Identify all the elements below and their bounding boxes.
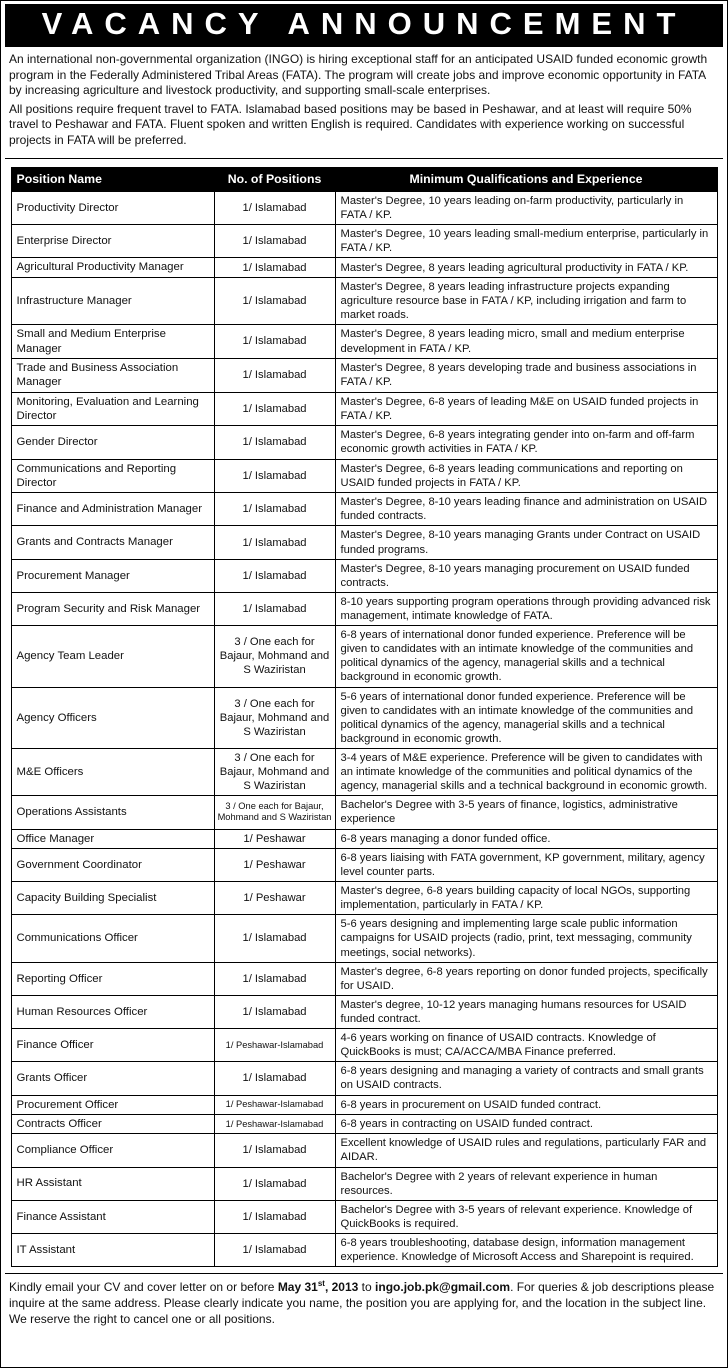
table-row [11,1114,717,1133]
page-title: VACANCY ANNOUNCEMENT [5,4,723,47]
qualifications-cell: Master's Degree, 6-8 years integrating gender into on-farm and off-farm economic growth activities in FATA / KP. [335,426,717,459]
qualifications-cell: 6-8 years in procurement on USAID funded contract. [335,1095,717,1114]
positions-count-cell: 1/ Peshawar-Islamabad [214,1114,335,1133]
positions-count-cell: 1/ Peshawar-Islamabad [214,1095,335,1114]
position-cell: Monitoring, Evaluation and Learning Director [11,392,214,426]
qualifications-cell: 8-10 years supporting program operations through providing advanced risk management, intimate knowledge of FATA. [335,592,717,625]
positions-count-cell: 1/ Islamabad [214,392,335,426]
qualifications-cell: 5-6 years of international donor funded experience. Preference will be given to candidates with an intimate knowledge of the communities and political dynamics of the agency, managerial skills and a technical background in economic growth. [335,687,717,748]
positions-count-cell: 1/ Peshawar [214,829,335,848]
table-row [11,392,717,426]
qualifications-cell: 6-8 years of international donor funded experience. Preference will be given to candidates with an intimate knowledge of the communities and political dynamics of the agency, managerial skills and a technical background in economic growth. [335,626,717,687]
deadline-date-main: May 31 [277,1280,318,1295]
position-cell: M&E Officers [11,749,214,796]
table-row [11,258,717,277]
positions-count-cell: 1/ Islamabad [214,915,335,962]
footer-text-mid: to [358,1280,376,1295]
table-row [11,1062,717,1095]
footer-text-lead: Kindly email your CV and cover letter on or before [9,1280,278,1295]
table-row [11,559,717,592]
positions-count-cell: 1/ Islamabad [214,493,335,526]
qualifications-cell: 5-6 years designing and implementing large scale public information campaigns for USAID projects (radio, print, text messaging, community meetings, social networks). [335,915,717,962]
qualifications-cell: Master's Degree, 10 years leading small-medium enterprise, particularly in FATA / KP. [335,225,717,258]
footer-section [5,1273,723,1331]
position-cell: Grants and Contracts Manager [11,526,214,559]
position-cell: Gender Director [11,426,214,459]
table-row [11,829,717,848]
table-row [11,358,717,392]
position-cell: HR Assistant [11,1167,214,1200]
qualifications-cell: 3-4 years of M&E experience. Preference will be given to candidates with an intimate knowledge of the communities and political dynamics of the agency, managerial skills and a technical background in economic growth. [335,749,717,796]
positions-count-cell: 1/ Peshawar-Islamabad [214,1029,335,1062]
positions-count-cell: 1/ Islamabad [214,559,335,592]
positions-count-cell: 1/ Islamabad [214,325,335,359]
position-cell: Program Security and Risk Manager [11,592,214,625]
qualifications-cell: Bachelor's Degree with 3-5 years of relevant experience. Knowledge of QuickBooks is required. [335,1200,717,1233]
position-cell: Enterprise Director [11,225,214,258]
table-row [11,526,717,559]
positions-count-cell: 1/ Islamabad [214,1062,335,1095]
qualifications-cell: Master's Degree, 8 years developing trade and business associations in FATA / KP. [335,358,717,392]
header-no-of-positions: No. of Positions [214,167,335,191]
positions-count-cell: 1/ Islamabad [214,192,335,225]
table-row [11,882,717,915]
table-row [11,687,717,748]
table-row [11,1029,717,1062]
positions-count-cell: 1/ Peshawar [214,848,335,881]
position-cell: Small and Medium Enterprise Manager [11,325,214,359]
footer-deadline-date [278,1280,359,1294]
position-cell: Office Manager [11,829,214,848]
qualifications-cell: 4-6 years working on finance of USAID contracts. Knowledge of QuickBooks is must; CA/ACCA/MBA Finance preferred. [335,1029,717,1062]
position-cell: IT Assistant [11,1233,214,1266]
position-cell: Procurement Officer [11,1095,214,1114]
qualifications-cell: 6-8 years managing a donor funded office. [335,829,717,848]
position-cell: Compliance Officer [11,1134,214,1167]
position-cell: Government Coordinator [11,848,214,881]
table-row [11,796,717,829]
intro-section [5,47,723,159]
intro-paragraph-2: All positions require frequent travel to FATA. Islamabad based positions may be based in Peshawar, and at least will require 50% travel to Peshawar and FATA. Fluent spoken and written English is required. Candidates with experience working on successful projects in FATA will be preferred. [9,101,692,147]
position-cell: Trade and Business Association Manager [11,358,214,392]
position-cell: Productivity Director [11,192,214,225]
qualifications-cell: Excellent knowledge of USAID rules and regulations, particularly FAR and AIDAR. [335,1134,717,1167]
vacancy-table-body [11,192,717,1267]
table-row [11,995,717,1028]
header-qualifications: Minimum Qualifications and Experience [335,167,717,191]
table-row [11,225,717,258]
table-row [11,325,717,359]
positions-count-cell: 1/ Islamabad [214,459,335,493]
positions-count-cell: 1/ Islamabad [214,358,335,392]
qualifications-cell: Master's Degree, 8 years leading micro, small and medium enterprise development in FATA / KP. [335,325,717,359]
position-cell: Capacity Building Specialist [11,882,214,915]
qualifications-cell: Master's Degree, 8-10 years managing procurement on USAID funded contracts. [335,559,717,592]
deadline-ordinal-suffix: st [317,1279,325,1289]
table-row [11,459,717,493]
positions-count-cell: 1/ Islamabad [214,995,335,1028]
positions-count-cell: 1/ Islamabad [214,225,335,258]
positions-count-cell: 1/ Islamabad [214,962,335,995]
table-row [11,1095,717,1114]
position-cell: Reporting Officer [11,962,214,995]
positions-count-cell: 3 / One each for Bajaur, Mohmand and S Waziristan [214,687,335,748]
position-cell: Procurement Manager [11,559,214,592]
position-cell: Contracts Officer [11,1114,214,1133]
position-cell: Agricultural Productivity Manager [11,258,214,277]
table-row [11,1200,717,1233]
table-row [11,848,717,881]
positions-count-cell: 1/ Islamabad [214,1233,335,1266]
positions-count-cell: 3 / One each for Bajaur, Mohmand and S Waziristan [214,796,335,829]
position-cell: Finance Assistant [11,1200,214,1233]
position-cell: Grants Officer [11,1062,214,1095]
table-row [11,1233,717,1266]
table-row [11,1134,717,1167]
position-cell: Communications and Reporting Director [11,459,214,493]
table-row [11,962,717,995]
qualifications-cell: Bachelor's Degree with 3-5 years of finance, logistics, administrative experience [335,796,717,829]
positions-count-cell: 1/ Islamabad [214,1134,335,1167]
position-cell: Finance and Administration Manager [11,493,214,526]
table-row [11,749,717,796]
qualifications-cell: Bachelor's Degree with 2 years of relevant experience in human resources. [335,1167,717,1200]
qualifications-cell: Master's Degree, 8-10 years managing Grants under Contract on USAID funded programs. [335,526,717,559]
positions-count-cell: 1/ Islamabad [214,592,335,625]
positions-count-cell: 1/ Islamabad [214,277,335,324]
position-cell: Finance Officer [11,1029,214,1062]
footer-email: ingo.job.pk@gmail.com [375,1280,511,1295]
position-cell: Infrastructure Manager [11,277,214,324]
position-cell: Communications Officer [11,915,214,962]
vacancy-table-head [11,167,717,191]
qualifications-cell: 6-8 years in contracting on USAID funded contract. [335,1114,717,1133]
qualifications-cell: 6-8 years designing and managing a variety of contracts and small grants on USAID contracts. [335,1062,717,1095]
positions-count-cell: 1/ Islamabad [214,426,335,459]
qualifications-cell: Master's degree, 10-12 years managing humans resources for USAID funded contract. [335,995,717,1028]
footer-text-rest: . For queries & job descriptions please inquire at the same address. Please clearly indicate you name, the position you are applying for, and the location in the subject line. We reserve the right to cancel one or all positions. [9,1280,715,1326]
qualifications-cell: 6-8 years troubleshooting, database design, information management experience. Knowledge of Microsoft Access and Sharepoint is required. [335,1233,717,1266]
positions-count-cell: 3 / One each for Bajaur, Mohmand and S Waziristan [214,626,335,687]
deadline-date-year: , 2013 [324,1280,359,1295]
positions-count-cell: 1/ Islamabad [214,1200,335,1233]
position-cell: Agency Team Leader [11,626,214,687]
positions-count-cell: 1/ Islamabad [214,526,335,559]
positions-count-cell: 3 / One each for Bajaur, Mohmand and S Waziristan [214,749,335,796]
intro-paragraph-1: An international non-governmental organization (INGO) is hiring exceptional staff for an anticipated USAID funded economic growth program in the Federally Administered Tribal Areas (FATA). The program will create jobs and improve economic opportunity in FATA by increasing agriculture and livestock productivity, and supporting small-scale enterprises. [9,52,708,98]
table-row [11,626,717,687]
table-row [11,915,717,962]
position-cell: Agency Officers [11,687,214,748]
positions-count-cell: 1/ Peshawar [214,882,335,915]
table-header-row [11,167,717,191]
vacancy-table [11,167,718,1268]
table-row [11,277,717,324]
position-cell: Operations Assistants [11,796,214,829]
header-position-name: Position Name [11,167,214,191]
table-row [11,493,717,526]
qualifications-cell: Master's Degree, 8 years leading infrastructure projects expanding agriculture resource base in FATA / KP, including irrigation and farm to market roads. [335,277,717,324]
table-row [11,426,717,459]
qualifications-cell: Master's Degree, 8-10 years leading finance and administration on USAID funded contracts. [335,493,717,526]
qualifications-cell: Master's Degree, 8 years leading agricultural productivity in FATA / KP. [335,258,717,277]
qualifications-cell: 6-8 years liaising with FATA government, KP government, military, agency level counter parts. [335,848,717,881]
qualifications-cell: Master's degree, 6-8 years reporting on donor funded projects, specifically for USAID. [335,962,717,995]
table-row [11,192,717,225]
qualifications-cell: Master's Degree, 10 years leading on-farm productivity, particularly in FATA / KP. [335,192,717,225]
positions-count-cell: 1/ Islamabad [214,258,335,277]
table-row [11,1167,717,1200]
position-cell: Human Resources Officer [11,995,214,1028]
qualifications-cell: Master's degree, 6-8 years building capacity of local NGOs, supporting implementation, particularly in FATA / KP. [335,882,717,915]
qualifications-cell: Master's Degree, 6-8 years of leading M&E on USAID funded projects in FATA / KP. [335,392,717,426]
positions-count-cell: 1/ Islamabad [214,1167,335,1200]
table-row [11,592,717,625]
qualifications-cell: Master's Degree, 6-8 years leading communications and reporting on USAID funded projects in FATA / KP. [335,459,717,493]
